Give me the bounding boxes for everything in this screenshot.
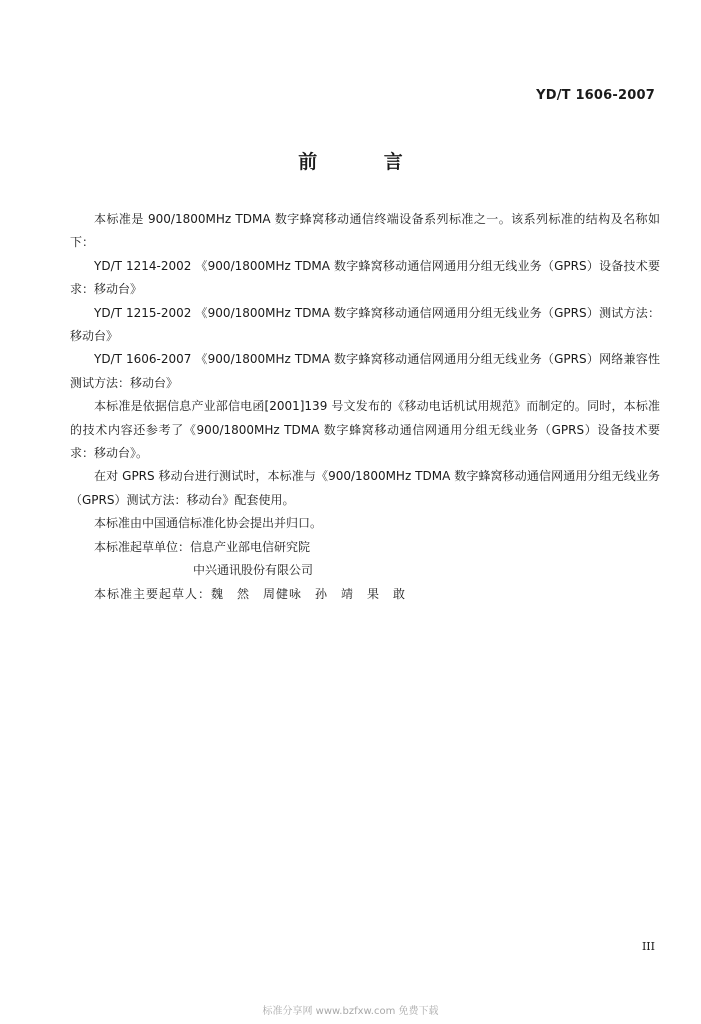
standard-code: YD/T 1606-2007 bbox=[536, 88, 655, 103]
paragraph-testing: 在对 GPRS 移动台进行测试时，本标准与《900/1800MHz TDMA 数字蜂窝移动通信网通用分组无线业务（GPRS）测试方法：移动台》配套使用。 bbox=[70, 469, 660, 507]
paragraph-std-1606: YD/T 1606-2007 《900/1800MHz TDMA 数字蜂窝移动通信网通用分组无线业务（GPRS）网络兼容性测试方法：移动台》 bbox=[70, 352, 660, 390]
paragraph-intro: 本标准是 900/1800MHz TDMA 数字蜂窝移动通信终端设备系列标准之一。该系列标准的结构及名称如下： bbox=[70, 212, 660, 250]
paragraph-basis: 本标准是依据信息产业部信电函[2001]139 号文发布的《移动电话机试用规范》而制定的。同时，本标准的技术内容还参考了《900/1800MHz TDMA 数字蜂窝移动通信网通用分组无线业务（GPRS）设备技术要求：移动台》。 bbox=[70, 399, 660, 461]
paragraph-std-1215: YD/T 1215-2002 《900/1800MHz TDMA 数字蜂窝移动通信网通用分组无线业务（GPRS）测试方法：移动台》 bbox=[70, 305, 660, 344]
paragraph-drafting-unit: 本标准起草单位：信息产业部电信研究院 bbox=[94, 539, 311, 554]
paragraph-drafting-unit-2: 中兴通讯股份有限公司 bbox=[193, 563, 314, 578]
foreword-body bbox=[70, 208, 660, 606]
page-number: III bbox=[641, 940, 655, 953]
paragraph-proposer: 本标准由中国通信标准化协会提出并归口。 bbox=[94, 516, 323, 531]
watermark: 标准分享网 www.bzfxw.com 免费下载 bbox=[262, 1006, 439, 1017]
paragraph-std-1214: YD/T 1214-2002 《900/1800MHz TDMA 数字蜂窝移动通信网通用分组无线业务（GPRS）设备技术要求：移动台》 bbox=[70, 258, 660, 297]
page-title: 前 言 bbox=[298, 151, 433, 173]
paragraph-drafters: 本标准主要起草人：魏 然 周健咏 孙 靖 果 敢 bbox=[94, 586, 407, 601]
